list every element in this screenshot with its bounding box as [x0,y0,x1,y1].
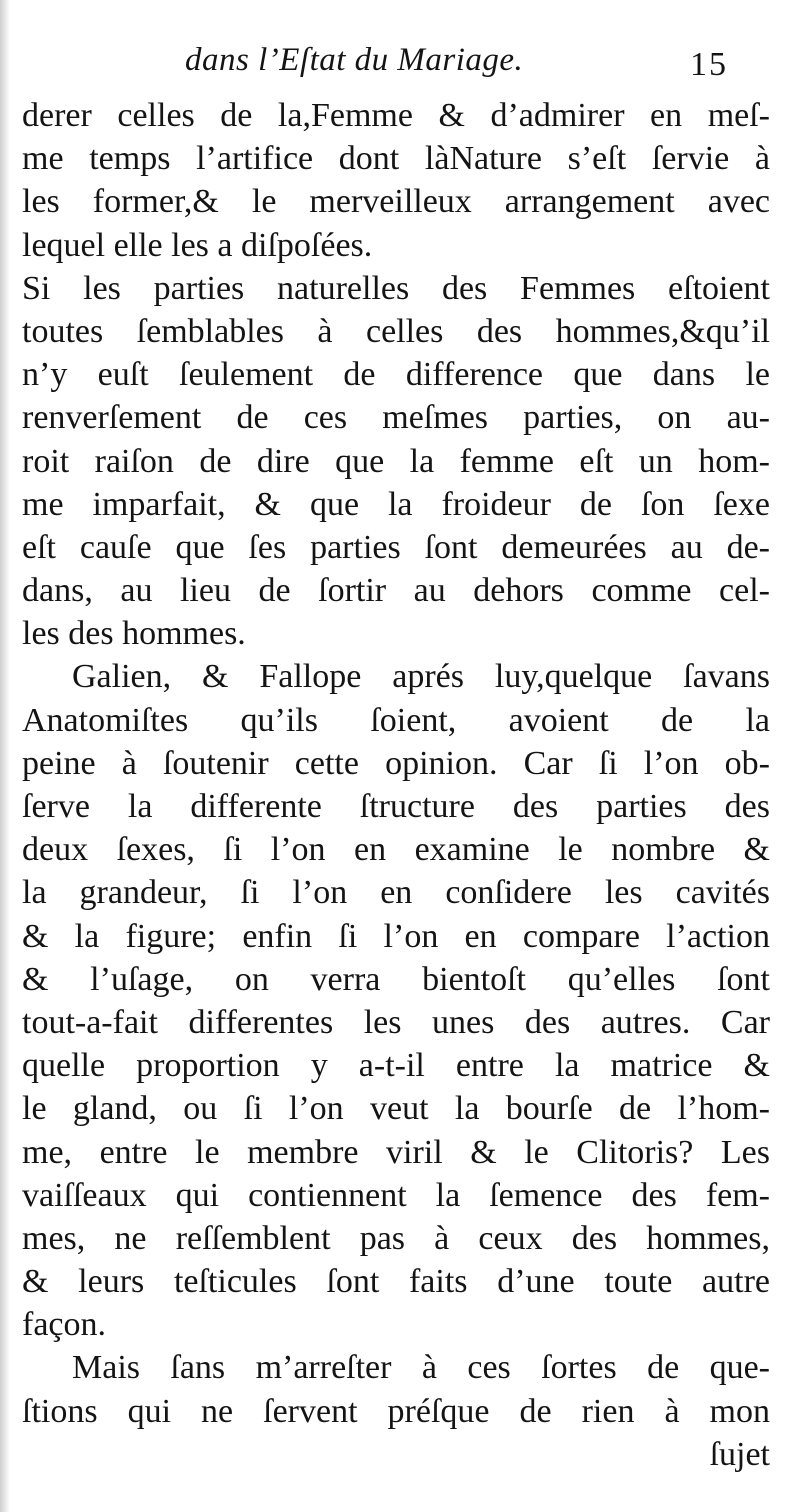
text-line: Galien, & Fallope aprés luy,quelque ſavans [72,658,770,696]
text-line: & leurs teſticules ſont faits d’une toute autre [22,1263,770,1301]
text-line: mes, ne reſſemblent pas à ceux des hommes, [22,1219,770,1257]
page-gutter-shadow [0,0,10,1512]
text-line: la grandeur, ſi l’on en conſidere les cavités [22,874,770,912]
running-title: dans l’Eſtat du Mariage. [185,42,524,78]
text-line: ſerve la differente ſtructure des parties des [22,788,770,825]
text-line: me imparfait, & que la froideur de ſon ſexe [22,485,770,523]
text-line: me, entre le membre viril & le Clitoris? Les [22,1133,770,1171]
text-line: deux ſexes, ſi l’on en examine le nombre & [22,831,770,869]
text-line: n’y euſt ſeulement de difference que dans le [22,356,770,394]
text-line: & la figure; enfin ſi l’on en compare l’action [22,917,770,955]
text-line: eſt cauſe que ſes parties ſont demeurées au de- [22,528,770,566]
body-text [22,94,770,1476]
text-line: vaiſſeaux qui contiennent la ſemence des fem- [22,1176,770,1214]
running-head [0,42,800,92]
text-line: tout-a-fait differentes les unes des autres. Car [22,1003,770,1041]
text-line: ſtions qui ne ſervent préſque de rien à mon [22,1392,770,1430]
text-line: peine à ſoutenir cette opinion. Car ſi l’on ob- [22,744,770,782]
text-line: quelle proportion y a-t-il entre la matrice & [22,1047,770,1085]
text-line: & l’uſage, on verra bientoſt qu’elles ſont [22,960,770,998]
text-line: les des hommes. [22,615,246,653]
text-line: le gland, ou ſi l’on veut la bourſe de l’hom- [22,1090,770,1128]
text-line: roit raiſon de dire que la femme eſt un hom- [22,442,770,480]
text-line: lequel elle les a diſpoſées. [22,226,373,264]
text-line: me temps l’artifice dont làNature s’eſt ſervie à [22,140,770,178]
text-line: Anatomiſtes qu’ils ſoient, avoient de la [22,701,770,739]
page-number: 15 [690,46,728,83]
text-line: derer celles de la,Femme & d’admirer en meſ- [22,97,770,134]
text-line: Si les parties naturelles des Femmes eſtoient [22,269,770,307]
text-line: toutes ſemblables à celles des hommes,&qu’il [22,312,770,350]
text-line: façon. [22,1306,107,1344]
text-line: les former,& le merveilleux arrangement avec [22,183,770,221]
text-line: ſujet [709,1435,770,1473]
text-line: renverſement de ces meſmes parties, on au- [22,399,770,437]
text-line: dans, au lieu de ſortir au dehors comme cel- [22,572,770,610]
text-line: Mais ſans m’arreſter à ces ſortes de que- [72,1349,770,1387]
